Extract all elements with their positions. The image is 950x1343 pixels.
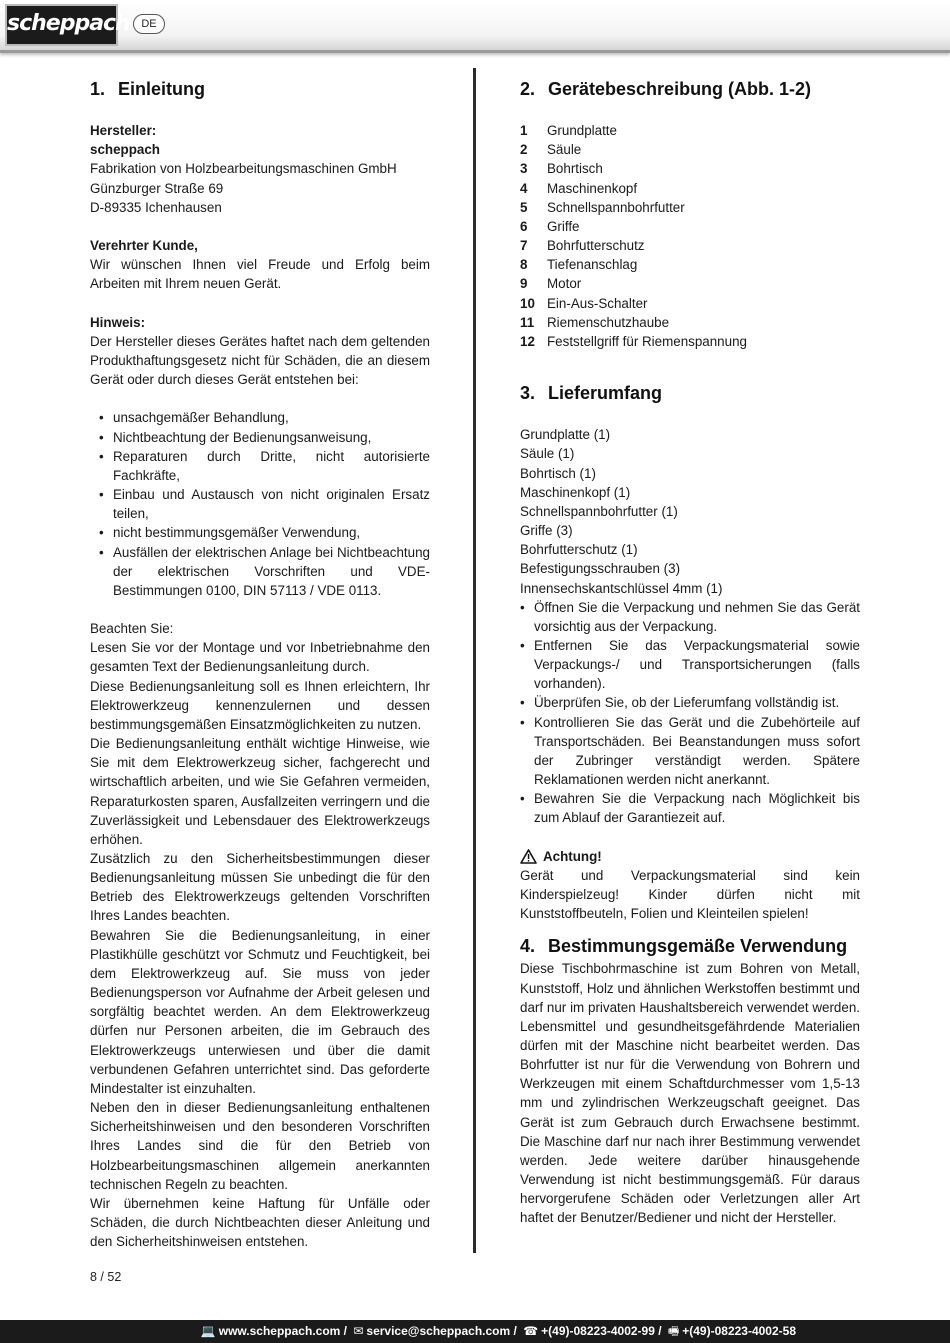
paragraph: Diese Bedienungsanleitung soll es Ihnen erleichtern, Ihr Elektrowerkzeug kennenzulernen und dessen bestimmungsgemäßen Einsatzmöglichkeiten zu nutzen.	[90, 678, 430, 732]
fax-number: +(49)-08223-4002-58	[682, 1324, 796, 1338]
email-link[interactable]: service@scheppach.com /	[366, 1324, 517, 1338]
phone-number: +(49)-08223-4002-99 /	[541, 1324, 662, 1338]
manufacturer-label: Hersteller:	[90, 123, 157, 139]
delivery-item: Säule (1)	[520, 446, 575, 462]
list-item	[520, 121, 860, 140]
paragraph: Zusätzlich zu den Sicherheitsbestimmungen dieser Bedienungsanleitung müssen Sie unbedingt die für den Betrieb des Elektrowerkzeugs geltenden Vorschriften Ihres Landes beachten.	[90, 851, 430, 924]
list-item: • Kontrollieren Sie das Gerät und die Zubehörteile auf Transportschäden. Bei Beanstandungen muss sofort der Zubringer verständigt werden. Spätere Reklamationen werden nicht anerkannt.	[520, 713, 860, 790]
part-number: 9	[520, 276, 528, 292]
page-header	[0, 0, 950, 53]
part-label: Motor	[547, 276, 582, 292]
attention-label: Achtung!	[543, 848, 602, 864]
list-item: • nicht bestimmungsgemäßer Verwendung,	[90, 523, 430, 542]
part-label: Riemenschutzhaube	[547, 314, 670, 330]
paragraph: Wir übernehmen keine Haftung für Unfälle oder Schäden, die durch Nichtbeachten dieser Anleitung und den Sicherheitshinweisen entstehen.	[90, 1195, 430, 1250]
mail-icon: ✉	[353, 1324, 364, 1338]
part-number: 6	[520, 218, 528, 234]
part-label: Säule	[547, 142, 582, 158]
part-label: Maschinenkopf	[547, 180, 638, 196]
list-item	[520, 313, 860, 332]
list-item: • Entfernen Sie das Verpackungsmaterial sowie Verpackungs-/ und Transportsicherungen (falls vorhanden).	[520, 636, 860, 693]
section-title: Lieferumfang	[548, 383, 663, 404]
note-text: Der Hersteller dieses Gerätes haftet nach dem geltenden Produkthaftungsgesetz nicht für Schäden, die an diesem Gerät oder durch dieses Gerät entstehen bei:	[90, 333, 430, 388]
right-column	[520, 76, 860, 1228]
list-item	[520, 159, 860, 178]
list-item: • unsachgemäßer Behandlung,	[90, 408, 430, 427]
list-item: • Ausfällen der elektrischen Anlage bei Nichtbeachtung der elektrischen Vorschriften und VDE-Bestimmungen 0100, DIN 57113 / VDE 0113.	[90, 543, 430, 600]
list-item	[520, 198, 860, 217]
scheppach-logo: scheppach	[5, 4, 118, 46]
parts-list	[520, 121, 860, 351]
section-1-heading	[90, 76, 430, 102]
section-number: 4.	[520, 936, 536, 957]
section-number: 2.	[520, 79, 536, 99]
part-number: 7	[520, 238, 528, 254]
manufacturer-name: scheppach	[90, 142, 160, 158]
part-number: 3	[520, 161, 528, 177]
list-item	[520, 140, 860, 159]
paragraph: Die Bedienungsanleitung enthält wichtige Hinweise, wie Sie mit dem Elektrowerkzeug sicher, fachgerecht und wirtschaftlich arbeiten, und wie Sie Gefahren vermeiden, Reparaturkosten sparen, Ausfallzeiten verringern und die Zuverlässigkeit und Lebensdauer des Elektrowerkzeugs erhöhen.	[90, 736, 430, 847]
language-badge: DE	[133, 14, 165, 34]
part-label: Bohrfutterschutz	[547, 238, 645, 254]
greeting-text: Wir wünschen Ihnen viel Freude und Erfolg beim Arbeiten mit Ihrem neuen Gerät.	[90, 257, 430, 292]
part-label: Schnellspannbohrfutter	[547, 199, 685, 215]
delivery-item: Grundplatte (1)	[520, 427, 611, 443]
section-3-heading	[520, 380, 860, 406]
section-number: 3.	[520, 383, 536, 404]
delivery-item: Bohrfutterschutz (1)	[520, 542, 638, 558]
list-item	[520, 274, 860, 293]
delivery-item: Schnellspannbohrfutter (1)	[520, 503, 678, 519]
list-item	[520, 294, 860, 313]
list-item: • Öffnen Sie die Verpackung und nehmen Sie das Gerät vorsichtig aus der Verpackung.	[520, 598, 860, 636]
section-number: 1.	[90, 79, 106, 99]
address-line: Günzburger Straße 69	[90, 180, 224, 196]
address-line: D-89335 Ichenhausen	[90, 199, 222, 215]
page-number: 8 / 52	[90, 1270, 122, 1284]
list-item: • Überprüfen Sie, ob der Lieferumfang vollständig ist.	[520, 693, 860, 712]
section-2-heading	[520, 76, 860, 102]
attention-heading	[520, 847, 860, 866]
paragraph: Lesen Sie vor der Montage und vor Inbetriebnahme den gesamten Text der Bedienungsanleitung durch.	[90, 640, 430, 675]
computer-icon: 💻	[200, 1324, 216, 1338]
fax-icon: 🖷	[667, 1324, 680, 1338]
list-item	[520, 255, 860, 274]
part-number: 5	[520, 199, 528, 215]
greeting: Verehrter Kunde,	[90, 238, 198, 254]
list-item	[520, 332, 860, 351]
part-label: Feststellgriff für Riemenspannung	[547, 333, 747, 349]
delivery-item: Griffe (3)	[520, 523, 573, 539]
section-title: Gerätebeschreibung (Abb. 1-2)	[548, 79, 812, 99]
part-number: 1	[520, 123, 528, 139]
part-label: Ein-Aus-Schalter	[547, 295, 648, 311]
part-number: 2	[520, 142, 528, 158]
paragraph: Bewahren Sie die Bedienungsanleitung, in einer Plastikhülle geschützt vor Schmutz und Feuchtigkeit, bei dem Elektrowerkzeug auf. Sie muss von jeder Bedienungsperson vor Aufnahme der Arbeit gelesen und sorgfältig beachtet werden. An dem Elektrowerkzeug dürfen nur Personen arbeiten, die im Gebrauch des Elektrowerkzeugs unterwiesen und über die damit verbundenen Gefahren unterrichtet sind. Das geforderte Mindestalter ist einzuhalten.	[90, 927, 430, 1096]
list-item	[520, 179, 860, 198]
part-number: 11	[520, 314, 535, 330]
address-line: Fabrikation von Holzbearbeitungsmaschinen GmbH	[90, 161, 397, 177]
paragraph: Neben den in dieser Bedienungsanleitung enthaltenen Sicherheitshinweisen und den besonderen Vorschriften Ihres Landes sind die für den Betrieb von Holzbearbeitungsmaschinen allgemein anerkannten technischen Regeln zu beachten.	[90, 1100, 430, 1192]
warning-triangle-icon	[520, 849, 537, 864]
part-label: Grundplatte	[547, 123, 617, 139]
section-title: Bestimmungsgemäße Verwendung	[548, 936, 848, 957]
delivery-item: Innensechskantschlüssel 4mm (1)	[520, 580, 723, 596]
delivery-item: Befestigungsschrauben (3)	[520, 561, 681, 577]
observe-label: Beachten Sie:	[90, 621, 174, 637]
note-label: Hinweis:	[90, 314, 146, 330]
list-item: • Einbau und Austausch von nicht originalen Ersatz teilen,	[90, 485, 430, 523]
part-label: Tiefenanschlag	[547, 257, 638, 273]
list-item: • Bewahren Sie die Verpackung nach Möglichkeit bis zum Ablauf der Garantiezeit auf.	[520, 789, 860, 827]
list-item: • Reparaturen durch Dritte, nicht autorisierte Fachkräfte,	[90, 447, 430, 485]
part-number: 10	[520, 295, 535, 311]
liability-list	[90, 408, 430, 600]
left-column	[90, 76, 430, 1251]
phone-icon: ☎	[523, 1324, 539, 1338]
part-number: 4	[520, 180, 528, 196]
part-number: 12	[520, 333, 535, 349]
delivery-item: Maschinenkopf (1)	[520, 484, 631, 500]
part-number: 8	[520, 257, 528, 273]
part-label: Griffe	[547, 218, 580, 234]
section-4-heading	[520, 933, 860, 959]
attention-text: Gerät und Verpackungsmaterial sind kein Kinderspielzeug! Kinder dürfen nicht mit Kunststoffbeuteln, Folien und Kleinteilen spielen!	[520, 867, 860, 922]
list-item	[520, 217, 860, 236]
intended-use-text: Diese Tischbohrmaschine ist zum Bohren von Metall, Kunststoff, Holz und ähnlichen Werkstoffen bestimmt und darf nur im privaten Haushaltsbereich verwendet werden. Lebensmittel und gesundheitsgefährdende Materialien dürfen mit der Maschine nicht bearbeitet werden. Das Bohrfutter ist nur für die Verwendung von Bohrern und Werkzeugen mit einem Schaftdurchmesser vom 1,5-13 mm und zylindrischen Werkzeugschaft geeignet. Das Gerät ist zum Gebrauch durch Erwachsene bestimmt. Die Maschine darf nur nach ihrer Bestimmung verwendet werden. Jede weitere darüber hinausgehende Verwendung ist nicht bestimmungsgemäß. Für daraus hervorgerufene Schäden oder Verletzungen aller Art haftet der Benutzer/Bediener und nicht der Hersteller.	[520, 961, 860, 1226]
part-label: Bohrtisch	[547, 161, 603, 177]
section-title: Einleitung	[118, 79, 205, 99]
page-footer	[0, 1320, 950, 1343]
list-item: • Nichtbeachtung der Bedienungsanweisung,	[90, 428, 430, 447]
column-divider	[473, 68, 476, 1253]
website-link[interactable]: www.scheppach.com /	[218, 1324, 347, 1338]
list-item	[520, 236, 860, 255]
unpacking-list	[520, 598, 860, 828]
delivery-item: Bohrtisch (1)	[520, 465, 596, 481]
